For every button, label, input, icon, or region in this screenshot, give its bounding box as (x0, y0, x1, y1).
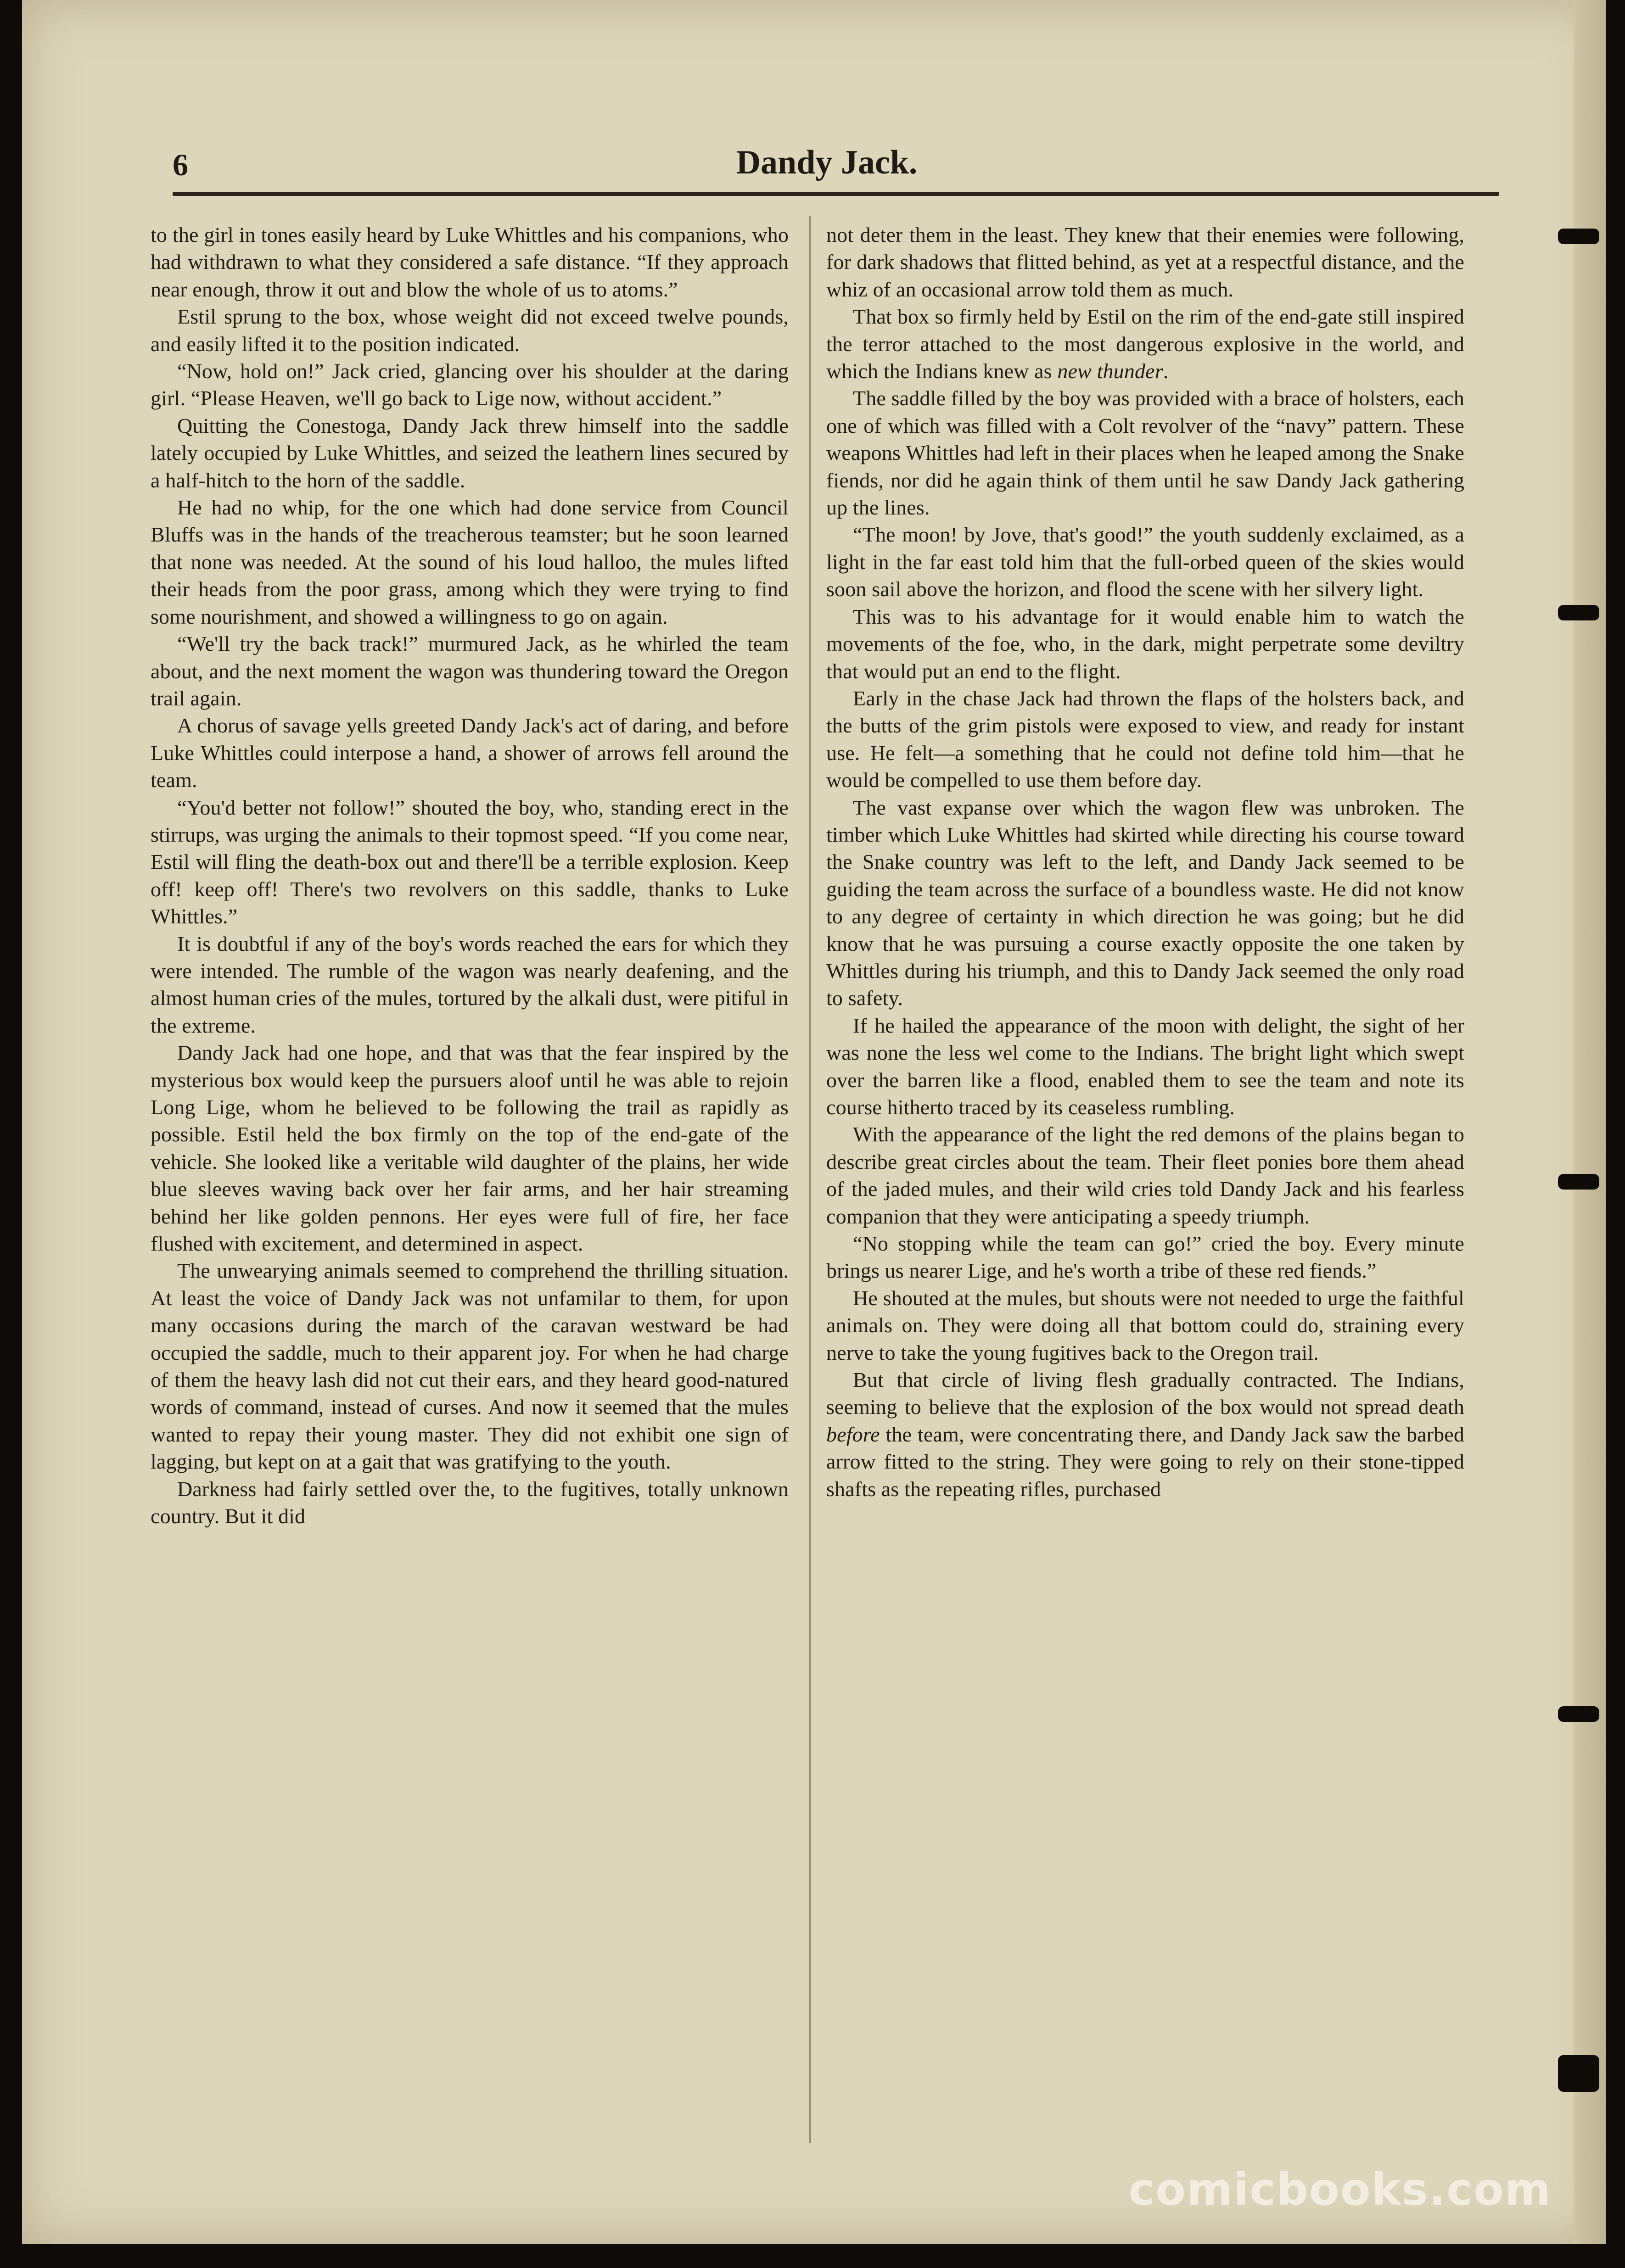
bottom-edge (0, 2244, 1625, 2268)
paragraph: Darkness had fairly settled over the, to the fugitives, totally unknown country. But it did (151, 1477, 789, 1528)
binding-stitch (1558, 605, 1599, 620)
paragraph: The unwearying animals seemed to comprehend the thrilling situation. At least the voice of Dandy Jack was not unfamilar to them, for upon many occasions during the march of the caravan westward be had occupied the saddle, much to their apparent joy. For when he had charge of them the heavy lash did not cut their ears, and they heard good-natured words of command, instead of curses. And now it seemed that the mules wanted to repay their young master. They did not exhibit one sign of lagging, but kept on at a gait that was gratifying to the youth. (151, 1259, 789, 1474)
binding-stitch (1558, 229, 1599, 244)
italic-phrase: new thunder (1057, 359, 1163, 383)
paragraph: “Now, hold on!” Jack cried, glancing over his shoulder at the daring girl. “Please Heaven, we'll go back to Lige now, without accident.” (151, 359, 789, 410)
paragraph: This was to his advantage for it would enable him to watch the movements of the foe, who, in the dark, might perpetrate some deviltry that would put an end to the flight. (826, 604, 1464, 683)
paragraph (826, 1366, 1464, 1503)
paragraph: Estil sprung to the box, whose weight did not exceed twelve pounds, and easily lifted it to the position indicated. (151, 305, 789, 356)
paragraph: “We'll try the back track!” murmured Jack, as he whirled the team about, and the next moment the wagon was thundering toward the Oregon trail again. (151, 632, 789, 710)
header-rule (173, 192, 1499, 196)
page-number: 6 (173, 147, 188, 182)
paragraph: Dandy Jack had one hope, and that was that the fear inspired by the mysterious box would keep the pursuers aloof until he was able to rejoin Long Lige, whom he believed to be following the trail as rapidly as possible. Estil held the box firmly on the top of the end-gate of the vehicle. She looked like a veritable wild daughter of the plains, her wide blue sleeves waving back over her fair arms, and her hair streaming behind her like golden pennons. Her eyes were full of fire, her face flushed with excitement, and determined in aspect. (151, 1041, 789, 1256)
paragraph: He had no whip, for the one which had done service from Council Bluffs was in the hands of the treacherous teamster; but he soon learned that none was needed. At the sound of his loud halloo, the mules lifted their heads from the poor grass, among which they were trying to find some nourishment, and showed a willingness to go on again. (151, 496, 789, 628)
paragraph: “No stopping while the team can go!” cried the boy. Every minute brings us nearer Lige, and he's worth a tribe of these red fiends.” (826, 1232, 1464, 1283)
watermark: comicbooks.com (1128, 2164, 1552, 2215)
running-title: Dandy Jack. (736, 144, 918, 181)
binding-stitch (1558, 2055, 1599, 2092)
paragraph: The vast expanse over which the wagon flew was unbroken. The timber which Luke Whittles had skirted while directing his course toward the Snake country was left to the left, and Dandy Jack seemed to be guiding the team across the surface of a boundless waste. He did not know to any degree of certainty in which direction he was going; but he did know that he was pursuing a course exactly opposite the one taken by Whittles during his triumph, and this to Dandy Jack seemed the only road to safety. (826, 795, 1464, 1010)
page-spine (1574, 0, 1606, 2244)
left-column (151, 221, 789, 2144)
page-header (154, 138, 1499, 202)
punctuation: . (1163, 359, 1169, 383)
paragraph: “You'd better not follow!” shouted the boy, who, standing erect in the stirrups, was urging the animals to their topmost speed. “If you come near, Estil will fling the death-box out and there'll be a terrible explosion. Keep off! keep off! There's two revolvers on this saddle, thanks to Luke Whittles.” (151, 795, 789, 928)
paragraph: “The moon! by Jove, that's good!” the youth suddenly exclaimed, as a light in the far east told him that the full-orbed queen of the skies would soon sail above the horizon, and flood the scene with her silvery light. (826, 523, 1464, 601)
paragraph: A chorus of savage yells greeted Dandy Jack's act of daring, and before Luke Whittles could interpose a hand, a shower of arrows fell around the team. (151, 714, 789, 792)
paragraph: The saddle filled by the boy was provided with a brace of holsters, each one of which was filled with a Colt revolver of the “navy” pattern. These weapons Whittles had left in their places when he leaped among the Snake fiends, nor did he again think of them until he saw Dandy Jack gathering up the lines. (826, 386, 1464, 520)
paragraph: It is doubtful if any of the boy's words reached the ears for which they were intended. The rumble of the wagon was nearly deafening, and the almost human cries of the mules, tortured by the alkali dust, were pitiful in the extreme. (151, 932, 789, 1037)
paragraph: If he hailed the appearance of the moon with delight, the sight of her was none the less wel come to the Indians. The bright light which swept over the barren like a flood, enabled them to see the team and note its course hitherto traced by its ceaseless rumbling. (826, 1013, 1464, 1119)
italic-word: before (826, 1422, 880, 1446)
paragraph: He shouted at the mules, but shouts were not needed to urge the faithful animals on. They were doing all that bottom could do, straining every nerve to take the young fugitives back to the Oregon trail. (826, 1286, 1464, 1364)
paragraph: Early in the chase Jack had thrown the flaps of the holsters back, and the butts of the grim pistols were exposed to view, and ready for instant use. He felt—a something that he could not define told him—that he would be compelled to use them before day. (826, 686, 1464, 792)
paragraph: not deter them in the least. They knew that their enemies were following, for dark shadows that flitted behind, as yet at a respectful distance, and the whiz of an occasional arrow told them as much. (826, 223, 1464, 301)
paragraph: Quitting the Conestoga, Dandy Jack threw himself into the saddle lately occupied by Luke Whittles, and seized the leathern lines secured by a half-hitch to the horn of the saddle. (151, 413, 789, 492)
right-column (826, 221, 1464, 2144)
column-divider (809, 216, 811, 2143)
paragraph-text: But that circle of living flesh gradually contracted. The Indians, seeming to believe that the explosion of the box would not spread death (826, 1368, 1464, 1419)
paragraph-text: That box so firmly held by Estil on the rim of the end-gate still inspired the terror attached to the most dangerous explosive in the world, and which the Indians knew as (826, 305, 1464, 383)
paragraph (826, 303, 1464, 385)
paragraph: With the appearance of the light the red demons of the plains began to describe great circles about the team. Their fleet ponies bore them ahead of the jaded mules, and their wild cries told Dandy Jack and his fearless companion that they were anticipating a speedy triumph. (826, 1123, 1464, 1228)
binding-stitch (1558, 1706, 1599, 1722)
paragraph-text: the team, were concentrating there, and Dandy Jack saw the barbed arrow fitted to the string. They were going to rely on their stone-tipped shafts as the repeating rifles, purchased (826, 1422, 1465, 1501)
binding-stitch (1558, 1174, 1599, 1190)
paragraph: to the girl in tones easily heard by Luke Whittles and his companions, who had withdrawn to what they considered a safe distance. “If they approach near enough, throw it out and blow the whole of us to atoms.” (151, 223, 789, 301)
